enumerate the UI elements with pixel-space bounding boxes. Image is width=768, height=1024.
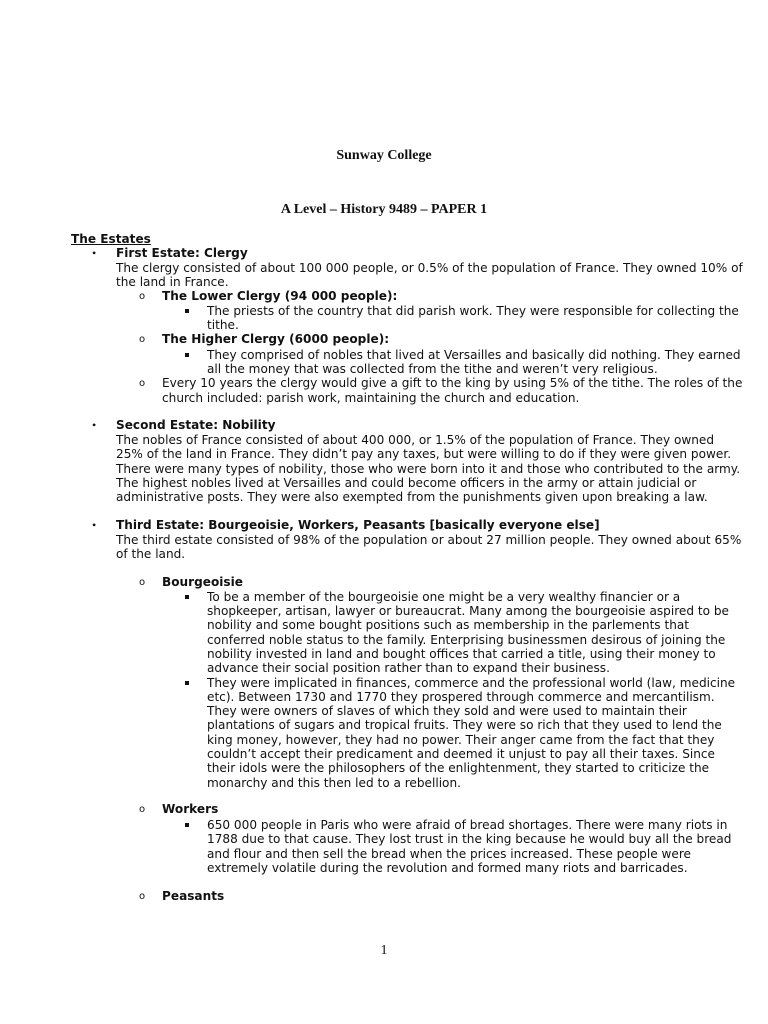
second-estate-line: 25% of the land in France. They didn’t pay any taxes, but were willing to do if they were given power. [116,447,732,461]
bourgeoisie-line: nobility and some bought positions such as membership in the parlements that [207,618,690,632]
bourgeoisie-line: couldn’t accept their predicament and deemed it unjust to pay all their taxes. Since [207,747,715,761]
square-bullet-icon [185,681,189,685]
second-estate-heading: Second Estate: Nobility [116,418,276,432]
workers-line: 1788 due to that cause. They lost trust in the king because he would buy all the bread [207,832,732,846]
square-bullet-icon [185,309,189,313]
peasants-heading: Peasants [162,889,225,903]
course-title: A Level – History 9489 – PAPER 1 [280,202,488,217]
square-bullet-icon [185,353,189,357]
lower-clergy-line: tithe. [207,318,239,332]
bullet-icon: • [92,518,97,532]
third-estate-line: The third estate consisted of 98% of the population or about 27 million people. They owned about 65% [116,533,742,547]
bourgeoisie-line: advance their social position rather than to expand their business. [207,661,610,675]
third-estate-line: of the land. [116,547,186,561]
circle-bullet-icon: o [139,577,146,588]
second-estate-line: The nobles of France consisted of about 400 000, or 1.5% of the population of France. They owned [116,433,715,447]
lower-clergy-heading: The Lower Clergy (94 000 people): [162,289,398,303]
bullet-icon: • [92,418,97,432]
bullet-icon: • [92,246,97,260]
workers-line: and flour and then sell the bread when the prices increased. These people were [207,847,691,861]
workers-line: 650 000 people in Paris who were afraid of bread shortages. There were many riots in [207,818,728,832]
bourgeoisie-line: To be a member of the bourgeoisie one might be a very wealthy financier or a [207,590,681,604]
bourgeoisie-line: They were implicated in finances, commerce and the professional world (law, medicine [207,676,736,690]
first-estate-line: the land in France. [116,275,229,289]
second-estate-line: administrative posts. They were also exempted from the punishments given upon breaking a law. [116,490,708,504]
workers-line: extremely volatile during the revolution and formed many riots and barricades. [207,861,688,875]
second-estate-line: There were many types of nobility, those who were born into it and those who contributed to the army. [116,462,741,476]
bourgeoisie-line: They were owners of slaves of which they sold and were used to maintain their [207,704,687,718]
bourgeoisie-line: king money, however, they had no power. Their anger came from the fact that they [207,733,715,747]
higher-clergy-line: all the money that was collected from the tithe and weren’t very religious. [207,362,658,376]
square-bullet-icon [185,595,189,599]
clergy-gift-line: Every 10 years the clergy would give a gift to the king by using 5% of the tithe. The roles of the [162,376,743,390]
first-estate-line: The clergy consisted of about 100 000 people, or 0.5% of the population of France. They owned 10% of [116,261,743,275]
workers-heading: Workers [162,802,219,816]
bourgeoisie-line: nobility invested in land and bought offices that carried a title, using their money to [207,647,716,661]
first-estate-heading: First Estate: Clergy [116,246,248,260]
lower-clergy-line: The priests of the country that did parish work. They were responsible for collecting the [207,304,739,318]
circle-bullet-icon: o [139,378,146,389]
square-bullet-icon [185,823,189,827]
page-number: 1 [380,943,388,958]
third-estate-heading: Third Estate: Bourgeoisie, Workers, Peasants [basically everyone else] [116,518,600,532]
college-title: Sunway College [336,148,432,163]
higher-clergy-heading: The Higher Clergy (6000 people): [162,332,390,346]
circle-bullet-icon: o [139,334,146,345]
circle-bullet-icon: o [139,891,146,902]
bourgeoisie-line: their idols were the philosophers of the enlightenment, they started to criticize the [207,761,710,775]
circle-bullet-icon: o [139,804,146,815]
bourgeoisie-line: shopkeeper, artisan, lawyer or bureaucrat. Many among the bourgeoisie aspired to be [207,604,729,618]
circle-bullet-icon: o [139,291,146,302]
bourgeoisie-line: conferred noble status to the family. Enterprising businessmen desirous of joining the [207,633,726,647]
bourgeoisie-line: plantations of sugars and tropical fruits. They were so rich that they used to lend the [207,718,722,732]
bourgeoisie-heading: Bourgeoisie [162,575,243,589]
bourgeoisie-line: etc). Between 1730 and 1770 they prospered through commerce and mercantilism. [207,690,715,704]
higher-clergy-line: They comprised of nobles that lived at Versailles and basically did nothing. They earned [207,348,741,362]
clergy-gift-line: church included: parish work, maintaining the church and education. [162,391,580,405]
second-estate-line: The highest nobles lived at Versailles and could become officers in the army or attain judicial or [116,476,697,490]
bourgeoisie-line: monarchy and this then led to a rebellion. [207,776,461,790]
section-title: The Estates [71,232,151,246]
